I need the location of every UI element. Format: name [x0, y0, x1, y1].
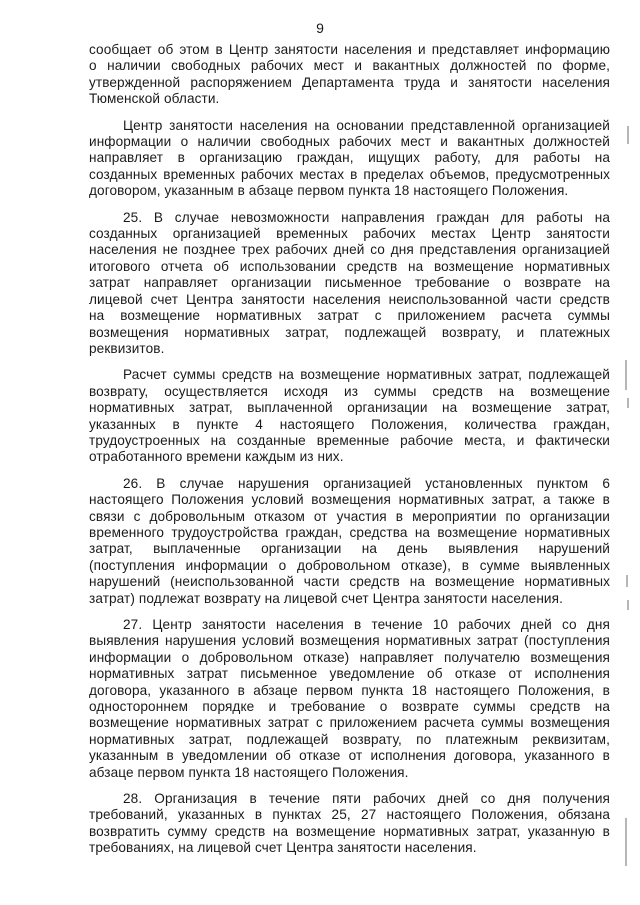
scan-artifact: [627, 600, 629, 610]
text-line: указанным в уведомлении об отказе от исполнения договора, указанного в: [89, 748, 610, 764]
paragraph-item-28: [89, 791, 610, 857]
text-line: нормативных затрат письменное уведомление об отказе от исполнения: [89, 666, 610, 682]
text-line: затрат направляет организации письменное требование о возврате на: [89, 275, 610, 291]
text-line: одностороннем порядке и требование о возврате суммы средств на: [89, 699, 610, 715]
text-line: трудоустроенных на созданные временные рабочие места, и фактически: [89, 432, 610, 448]
text-line: реквизитов.: [89, 340, 165, 356]
text-line: требований, указанных в пунктах 25, 27 настоящего Положения, обязана: [89, 807, 610, 823]
text-line: затрат) подлежат возврату на лицевой счет Центра занятости населения.: [89, 590, 563, 606]
paragraph-continuation: [89, 42, 610, 108]
paragraph-refund-calculation: [89, 367, 610, 465]
text-line: информации о добровольном отказе) направляет получателю возмещения: [89, 649, 610, 665]
text-line: настоящего Положения условий возмещения нормативных затрат, а также в: [89, 492, 610, 508]
text-line: абзаце первом пункта 18 настоящего Положения.: [89, 764, 409, 780]
text-line: Тюменской области.: [89, 91, 220, 107]
text-line: связи с добровольным отказом от участия в мероприятии по организации: [89, 508, 610, 524]
text-line: нормативных затрат, выплаченной организации на возмещение затрат,: [89, 400, 610, 416]
scan-artifact: [627, 126, 629, 144]
text-line: возмещение нормативных затрат с приложением расчета суммы возмещения: [89, 715, 610, 731]
text-line: возврату, осуществляется исходя из суммы средств на возмещение: [89, 383, 610, 399]
text-line: 26. В случае нарушения организацией установленных пунктом 6: [123, 475, 610, 491]
text-line: отработанного времени каждым из них.: [89, 449, 344, 465]
document-body: [89, 42, 610, 867]
text-line: 25. В случае невозможности направления граждан для работы на: [123, 209, 610, 225]
scan-artifact: [625, 360, 627, 390]
paragraph-job-referral: [89, 118, 610, 200]
text-line: затрат, выплаченные организации на день выявления нарушений: [89, 541, 610, 557]
scan-artifact: [627, 398, 629, 408]
text-line: возвратить сумму средств на возмещение нормативных затрат, указанную в: [89, 823, 610, 839]
text-line: утвержденной распоряжением Департамента труда и занятости населения: [89, 74, 610, 90]
text-line: нормативных затрат, подлежащей возврату, по платежным реквизитам,: [89, 731, 610, 747]
paragraph-item-25: [89, 210, 610, 358]
text-line: Расчет суммы средств на возмещение нормативных затрат, подлежащей: [123, 367, 610, 383]
text-line: (поступления информации о добровольном отказе), в сумме выявленных: [89, 557, 610, 573]
text-line: созданных организацией временных рабочих местах Центр занятости: [89, 226, 610, 242]
text-line: лицевой счет Центра занятости населения неиспользованной части средств: [89, 291, 610, 307]
text-line: 27. Центр занятости населения в течение 10 рабочих дней со дня: [123, 617, 610, 632]
text-line: направляет в организацию граждан, ищущих работу, для работы на: [89, 150, 610, 166]
page-number: 9: [316, 20, 324, 36]
text-line: выявления нарушения условий возмещения нормативных затрат (поступления: [89, 633, 610, 649]
text-line: информации о наличии свободных рабочих мест и вакантных должностей: [89, 134, 610, 150]
scan-artifact: [625, 818, 627, 866]
text-line: договора, указанного в абзаце первом пункта 18 настоящего Положения, в: [89, 682, 610, 698]
text-line: на возмещение нормативных затрат с приложением расчета суммы: [89, 308, 610, 324]
text-line: нарушений (неиспользованной части средств на возмещение нормативных: [89, 574, 610, 590]
text-line: указанных в пункте 4 настоящего Положения, количества граждан,: [89, 416, 610, 432]
text-line: итогового отчета об использовании средств на возмещение нормативных: [89, 258, 610, 274]
paragraph-item-26: [89, 476, 610, 607]
text-line: договором, указанным в абзаце первом пункта 18 настоящего Положения.: [89, 183, 569, 199]
text-line: населения не позднее трех рабочих дней со дня представления организацией: [89, 242, 610, 258]
paragraph-item-27: [89, 617, 610, 781]
text-line: о наличии свободных рабочих мест и вакантных должностей по форме,: [89, 58, 610, 74]
scan-artifact: [626, 575, 628, 587]
text-line: 28. Организация в течение пяти рабочих дней со дня получения: [123, 791, 610, 807]
text-line: сообщает об этом в Центр занятости населения и представляет информацию: [89, 42, 610, 57]
text-line: временного трудоустройства граждан, средства на возмещение нормативных: [89, 524, 610, 540]
text-line: Центр занятости населения на основании представленной организацией: [123, 117, 610, 133]
text-line: созданных временных рабочих местах в пределах объемов, предусмотренных: [89, 166, 610, 182]
text-line: требованиях, на лицевой счет Центра занятости населения.: [89, 840, 477, 856]
text-line: возмещения нормативных затрат, подлежащей возврату, и платежных: [89, 324, 610, 340]
